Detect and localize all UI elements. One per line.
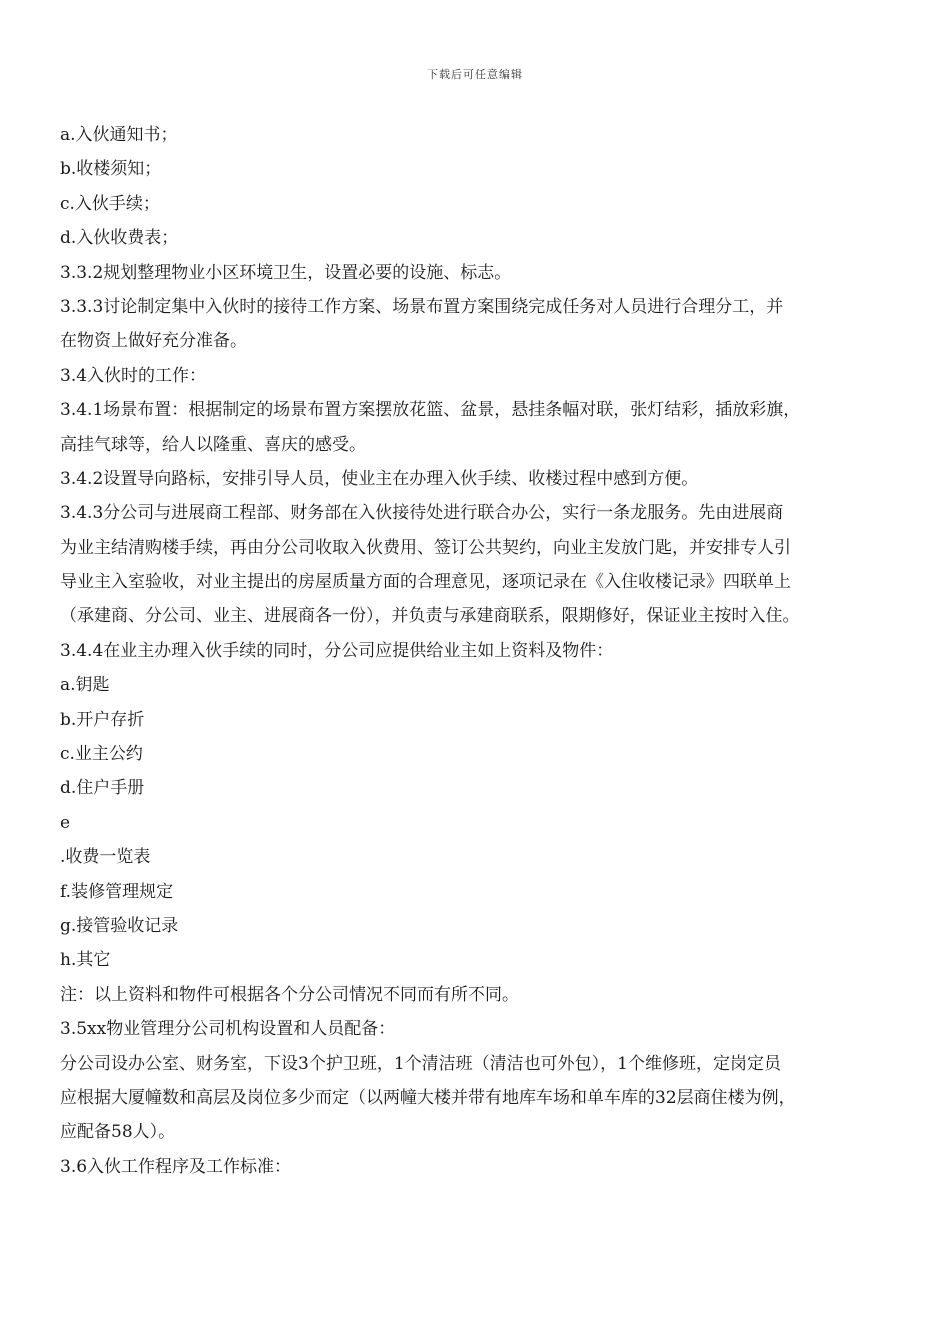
- list-item: c.业主公约: [60, 744, 143, 765]
- list-item: f.装修管理规定: [60, 881, 174, 902]
- section-heading: 3.5xx物业管理分公司机构设置和人员配备：: [60, 1019, 396, 1040]
- section-heading: 3.4入伙时的工作：: [60, 365, 207, 386]
- paragraph-line: 高挂气球等，给人以隆重、喜庆的感受。: [60, 434, 366, 455]
- document-body: [60, 118, 895, 1184]
- paragraph-line: 3.4.4在业主办理入伙手续的同时，分公司应提供给业主如上资料及物件：: [60, 640, 614, 661]
- paragraph-line: 3.4.2设置导向路标，安排引导人员，使业主在办理入伙手续、收楼过程中感到方便。: [60, 468, 699, 489]
- list-item: .收费一览表: [60, 847, 151, 868]
- paragraph-line: 3.4.1场景布置：根据制定的场景布置方案摆放花篮、盆景，悬挂条幅对联，张灯结彩，插放彩旗，: [60, 400, 801, 421]
- paragraph-line: （承建商、分公司、业主、进展商各一份），并负责与承建商联系，限期修好，保证业主按时入住。: [60, 606, 800, 627]
- section-heading: 3.6入伙工作程序及工作标准：: [60, 1156, 292, 1177]
- paragraph-line: 导业主入室验收，对业主提出的房屋质量方面的合理意见，逐项记录在《入住收楼记录》四联单上: [60, 572, 791, 593]
- list-item: d.入伙收费表；: [60, 228, 179, 249]
- list-item: h.其它: [60, 950, 111, 971]
- note-line: 注：以上资料和物件可根据各个分公司情况不同而有所不同。: [60, 984, 519, 1005]
- list-item: b.收楼须知；: [60, 159, 162, 180]
- paragraph-line: 为业主结清购楼手续，再由分公司收取入伙费用、签订公共契约，向业主发放门匙，并安排专人引: [60, 537, 791, 558]
- list-item: b.开户存折: [60, 709, 145, 730]
- list-item: a.入伙通知书；: [60, 125, 178, 145]
- paragraph-line: 在物资上做好充分准备。: [60, 331, 247, 352]
- paragraph-line: 应配备58人）。: [60, 1122, 176, 1143]
- page-header: 下载后可任意编辑: [427, 68, 523, 81]
- paragraph-line: 应根据大厦幢数和高层及岗位多少而定（以两幢大楼并带有地库车场和单车库的32层商住楼为例，: [60, 1087, 796, 1108]
- paragraph-line: 3.3.2规划整理物业小区环境卫生，设置必要的设施、标志。: [60, 262, 512, 283]
- list-item: d.住户手册: [60, 778, 145, 799]
- paragraph-line: 3.4.3分公司与进展商工程部、财务部在入伙接待处进行联合办公，实行一条龙服务。先由进展商: [60, 503, 784, 524]
- paragraph-line: 分公司设办公室、财务室，下设3个护卫班，1个清洁班（清洁也可外包），1个维修班，定岗定员: [60, 1053, 781, 1074]
- list-item: c.入伙手续；: [60, 193, 160, 214]
- paragraph-line: 3.3.3讨论制定集中入伙时的接待工作方案、场景布置方案围绕完成任务对人员进行合理分工，并: [60, 296, 784, 317]
- list-item: a.钥匙: [60, 675, 110, 696]
- list-item: g.接管验收记录: [60, 915, 179, 936]
- list-item: e: [60, 812, 71, 833]
